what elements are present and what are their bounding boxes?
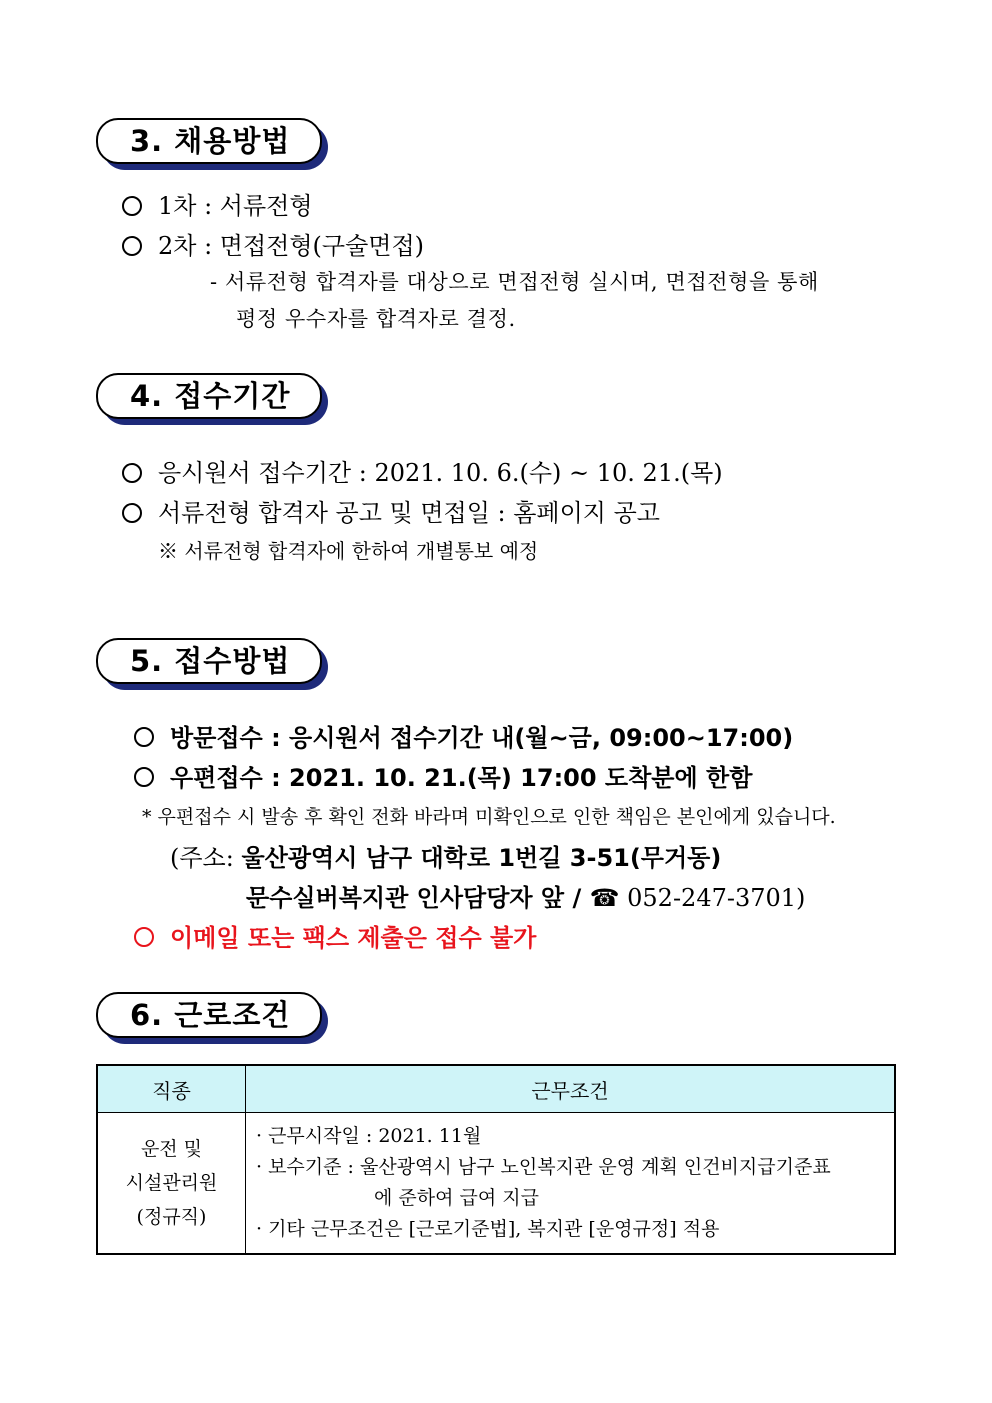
s4-note: ※ 서류전형 합격자에 한하여 개별통보 예정 bbox=[158, 539, 539, 563]
s4-item-1-text: 응시원서 접수기간 : 2021. 10. 6.(수) ~ 10. 21.(목) bbox=[158, 459, 723, 487]
job-cell bbox=[97, 1113, 246, 1255]
circle-bullet-icon bbox=[122, 196, 142, 216]
s5-item-2-text: 우편접수 : 2021. 10. 21.(목) 17:00 도착분에 한함 bbox=[170, 764, 753, 792]
condition-start-date: · 근무시작일 : 2021. 11월 bbox=[256, 1125, 482, 1147]
s3-item-2-text: 2차 : 면접전형(구술면접) bbox=[158, 232, 424, 260]
address-text: 울산광역시 남구 대학로 1번길 3-51(무거동) bbox=[241, 844, 722, 872]
s5-item-1-text: 방문접수 : 응시원서 접수기간 내(월~금, 09:00~17:00) bbox=[170, 724, 794, 752]
phone-icon: ☎ bbox=[589, 884, 620, 912]
s5-item-2 bbox=[134, 758, 752, 793]
s4-item-2 bbox=[122, 493, 660, 528]
s3-note-2: 평정 우수자를 합격자로 결정. bbox=[236, 307, 516, 331]
s5-address-line-1 bbox=[170, 838, 721, 873]
condition-salary: · 보수기준 : 울산광역시 남구 노인복지관 운영 계획 인건비지급기준표 bbox=[256, 1156, 831, 1178]
s5-warning bbox=[134, 918, 536, 953]
s5-note: * 우편접수 시 발송 후 확인 전화 바라며 미확인으로 인한 책임은 본인에게 있습니다. bbox=[142, 806, 836, 828]
address-prefix: (주소: bbox=[170, 844, 242, 872]
table-row bbox=[97, 1113, 895, 1255]
phone-number: 052-247-3701) bbox=[619, 884, 806, 912]
job-line-1: 운전 및 bbox=[140, 1138, 203, 1160]
table-header-row bbox=[97, 1065, 895, 1113]
s5-warning-text: 이메일 또는 팩스 제출은 접수 불가 bbox=[170, 924, 537, 952]
job-line-3: (정규직) bbox=[136, 1206, 207, 1228]
condition-other: · 기타 근무조건은 [근로기준법], 복지관 [운영규정] 적용 bbox=[256, 1218, 720, 1240]
section-3-title: 3. 채용방법 bbox=[130, 124, 291, 158]
s4-item-2-text: 서류전형 합격자 공고 및 면접일 : 홈페이지 공고 bbox=[158, 499, 660, 527]
section-3-header bbox=[96, 118, 322, 164]
condition-cell bbox=[246, 1113, 896, 1255]
header-job: 직종 bbox=[97, 1065, 246, 1113]
header-condition: 근무조건 bbox=[246, 1065, 896, 1113]
circle-bullet-icon bbox=[122, 236, 142, 256]
section-4-title: 4. 접수기간 bbox=[130, 379, 291, 413]
circle-bullet-icon bbox=[134, 927, 154, 947]
address-recipient: 문수실버복지관 인사담당자 앞 / bbox=[246, 884, 590, 912]
circle-bullet-icon bbox=[134, 767, 154, 787]
s5-address-line-2 bbox=[246, 878, 805, 913]
conditions-table bbox=[96, 1064, 896, 1255]
s3-note-1: - 서류전형 합격자를 대상으로 면접전형 실시며, 면접전형을 통해 bbox=[210, 270, 819, 294]
s5-item-1 bbox=[134, 718, 793, 753]
section-6-header bbox=[96, 992, 322, 1038]
section-4-header bbox=[96, 373, 322, 419]
s3-item-1 bbox=[122, 186, 313, 221]
circle-bullet-icon bbox=[122, 503, 142, 523]
condition-salary-cont: 에 준하여 급여 지급 bbox=[374, 1187, 539, 1209]
job-line-2: 시설관리원 bbox=[125, 1172, 218, 1194]
section-5-title: 5. 접수방법 bbox=[130, 644, 291, 678]
section-6-title: 6. 근로조건 bbox=[130, 998, 291, 1032]
s4-item-1 bbox=[122, 453, 723, 488]
circle-bullet-icon bbox=[134, 727, 154, 747]
section-5-header bbox=[96, 638, 322, 684]
s3-item-2 bbox=[122, 226, 424, 261]
circle-bullet-icon bbox=[122, 463, 142, 483]
s3-item-1-text: 1차 : 서류전형 bbox=[158, 192, 313, 220]
